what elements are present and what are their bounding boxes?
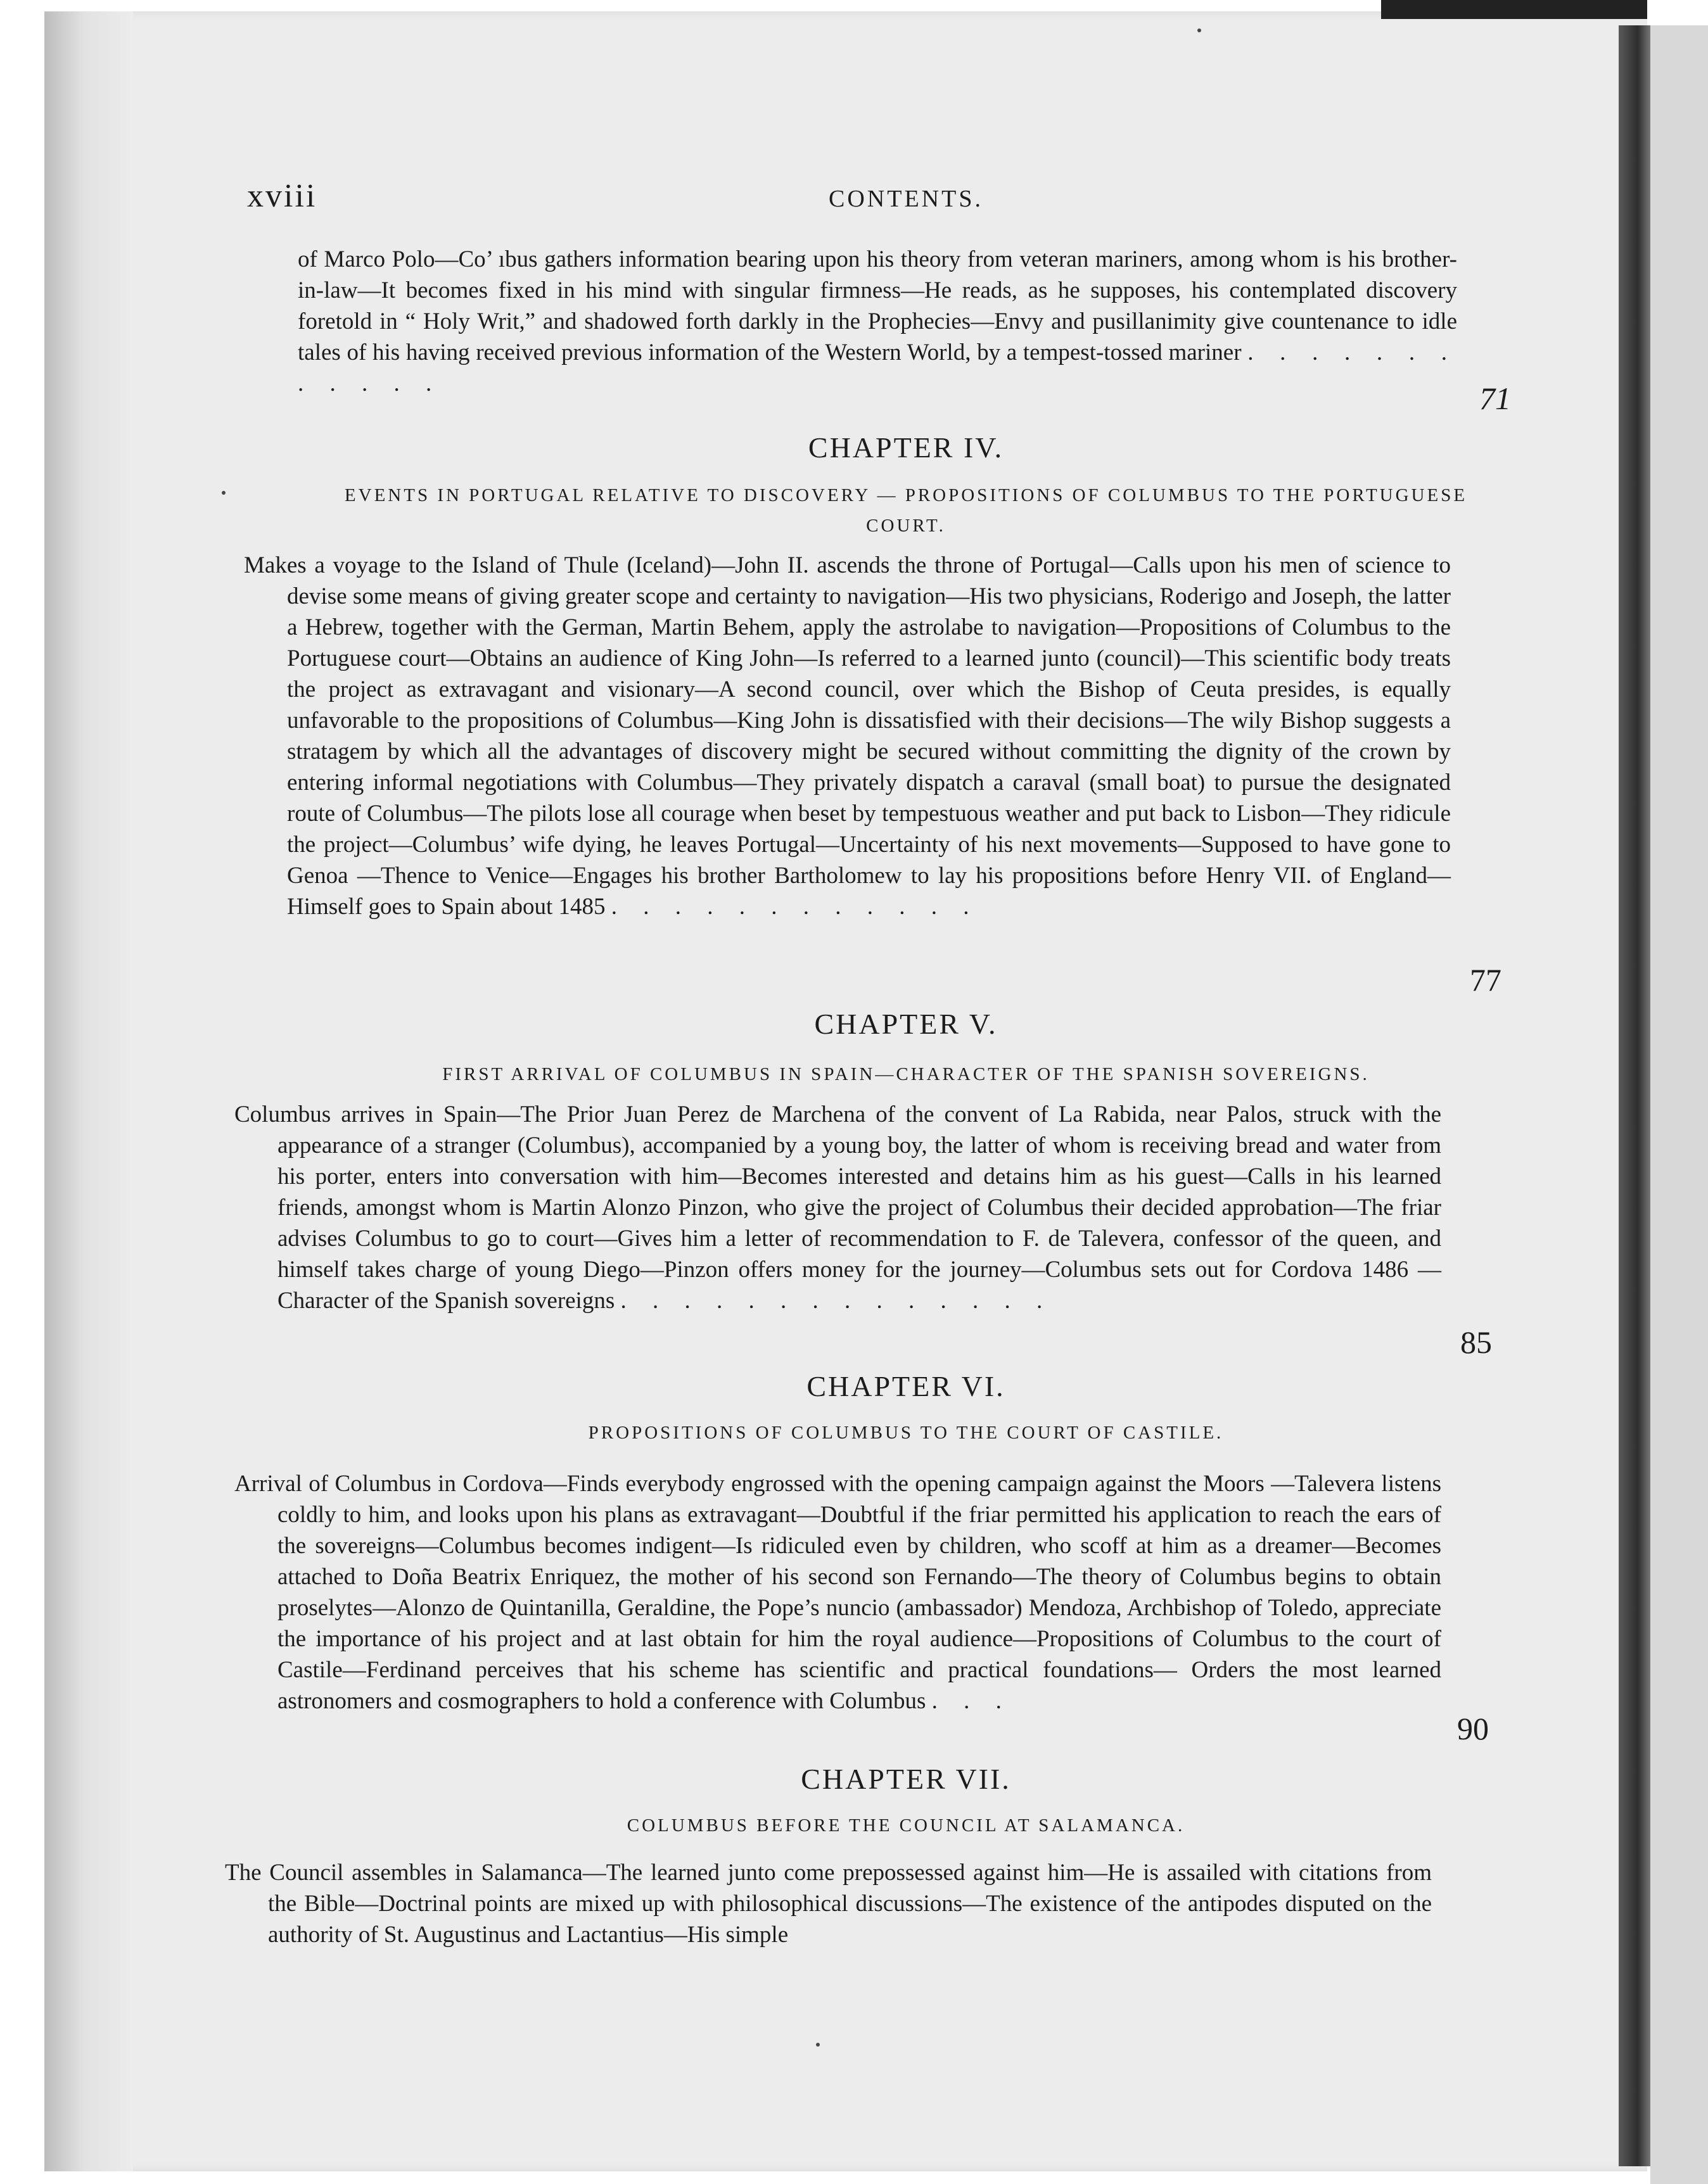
scan-dark-corner	[1381, 0, 1647, 19]
page-folio: xviii	[247, 178, 317, 214]
chapter-4-page-number: 77	[1470, 962, 1501, 998]
chapter-4-subtitle: EVENTS IN PORTUGAL RELATIVE TO DISCOVERY — PROPOSITIONS OF COLUMBUS TO THE PORTUGUESE COURT.	[344, 485, 1468, 536]
leader-dots: . . . . . . . . . . . .	[298, 340, 1458, 397]
chapter-5-summary	[234, 1099, 1441, 1316]
leader-dots: . . . . . . . . . . . . . .	[620, 1288, 1053, 1314]
chapter-5-subtitle: FIRST ARRIVAL OF COLUMBUS IN SPAIN—CHARACTER OF THE SPANISH SOVEREIGNS.	[442, 1064, 1370, 1084]
leader-dots: . . .	[931, 1688, 1012, 1714]
chapter-3-page-number: 71	[1479, 381, 1511, 416]
chapter-5-title: CHAPTER V.	[814, 1008, 998, 1040]
chapter-6-subtitle: PROPOSITIONS OF COLUMBUS TO THE COURT OF CASTILE.	[588, 1423, 1224, 1443]
chapter-6-page-number: 90	[1457, 1711, 1489, 1746]
chapter-7-summary	[225, 1857, 1432, 1950]
scan-speck	[816, 2043, 820, 2047]
chapter-6-text: Arrival of Columbus in Cordova—Finds everybody engrossed with the opening campaign against the Moors —Talevera listens coldly to him, and looks upon his plans as extravagant—Doubtful if the friar permitted his application to reach the ears of the sovereigns—Columbus becomes indigent—Is ridiculed even by children, who scoff at him as a dreamer—Becomes attached to Doña Beatrix Enriquez, the mother of his second son Fernando—The theory of Columbus begins to obtain proselytes—Alonzo de Quintanilla, Geraldine, the Pope’s nuncio (ambassador) Mendoza, Archbishop of Toledo, appreciate the importance of his project and at last obtain for him the royal audience—Propositions of Columbus to the court of Castile—Ferdinand perceives that his scheme has scientific and practical foundations— Orders the most learned astronomers and cosmographers to hold a conference with Columbus	[234, 1471, 1441, 1714]
chapter-4-text: Makes a voyage to the Island of Thule (Iceland)—John II. ascends the throne of Portugal—Calls upon his men of science to devise some means of giving greater scope and certainty to navigation—His two physicians, Roderigo and Joseph, the latter a Hebrew, together with the German, Martin Behem, apply the astrolabe to navigation—Propositions of Columbus to the Portuguese court—Obtains an audience of King John—Is referred to a learned junto (council)—This scientific body treats the project as extravagant and visionary—A second council, over which the Bishop of Ceuta presides, is equally unfavorable to the propositions of Columbus—King John is dissatisfied with their decisions—The wily Bishop suggests a stratagem by which all the advantages of discovery might be secured without committing the dignity of the crown by entering informal negotiations with Columbus—They privately dispatch a caraval (small boat) to pursue the designated route of Columbus—The pilots lose all courage when beset by tempestuous weather and put back to Lisbon—They ridicule the project—Columbus’ wife dying, he leaves Portugal—Uncertainty of his next movements—Supposed to have gone to Genoa —Thence to Venice—Engages his brother Bartholomew to lay his propositions before Henry VII. of England—Himself goes to Spain about 1485	[244, 552, 1451, 920]
leader-dots: . . . . . . . . . . . .	[611, 894, 979, 920]
chapter-3-text: of Marco Polo—Co’ ıbus gathers information bearing upon his theory from veteran mariners, among whom is his brother-in-law—It becomes fixed in his mind with singular firmness—He reads, as he supposes, his contemplated discovery foretold in “ Holy Writ,” and shadowed forth darkly in the Prophecies—Envy and pusillanimity give countenance to idle tales of his having received previous information of the Western World, by a tempest-tossed mariner	[298, 246, 1457, 365]
chapter-4-summary	[244, 550, 1451, 922]
chapter-7-subtitle: COLUMBUS BEFORE THE COUNCIL AT SALAMANCA.	[627, 1815, 1185, 1836]
chapter-7-title: CHAPTER VII.	[801, 1763, 1011, 1795]
chapter-6-summary	[234, 1468, 1441, 1717]
running-head	[247, 177, 1565, 222]
chapter-5-text: Columbus arrives in Spain—The Prior Juan Perez de Marchena of the convent of La Rabida, near Palos, struck with the appearance of a stranger (Columbus), accompanied by a young boy, the latter of whom is receiving bread and water from his porter, enters into conversation with him—Becomes interested and detains him as his guest—Calls in his learned friends, amongst whom is Martin Alonzo Pinzon, who give the project of Columbus their decided approbation—The friar advises Columbus to go to court—Gives him a letter of recommendation to F. de Talevera, confessor of the queen, and himself takes charge of young Diego—Pinzon offers money for the journey—Columbus sets out for Cordova 1486 —Character of the Spanish sovereigns	[234, 1102, 1441, 1314]
scan-speck	[1197, 29, 1201, 32]
chapter-7-text: The Council assembles in Salamanca—The learned junto come prepossessed against him—He is assailed with citations from the Bible—Doctrinal points are mixed up with philosophical discussions—The existence of the antipodes disputed on the authority of St. Augustinus and Lactantius—His simple	[225, 1860, 1432, 1948]
page-edge-shadow	[1619, 25, 1650, 2166]
chapter-4-title: CHAPTER IV.	[808, 431, 1004, 464]
page-gutter-shadow	[44, 11, 133, 2171]
chapter-5-page-number: 85	[1460, 1324, 1492, 1360]
chapter-3-summary	[298, 244, 1457, 399]
running-title: CONTENTS.	[829, 186, 983, 212]
chapter-6-title: CHAPTER VI.	[806, 1370, 1005, 1402]
adjacent-page-strip	[1650, 25, 1708, 2184]
scan-speck	[222, 491, 226, 495]
